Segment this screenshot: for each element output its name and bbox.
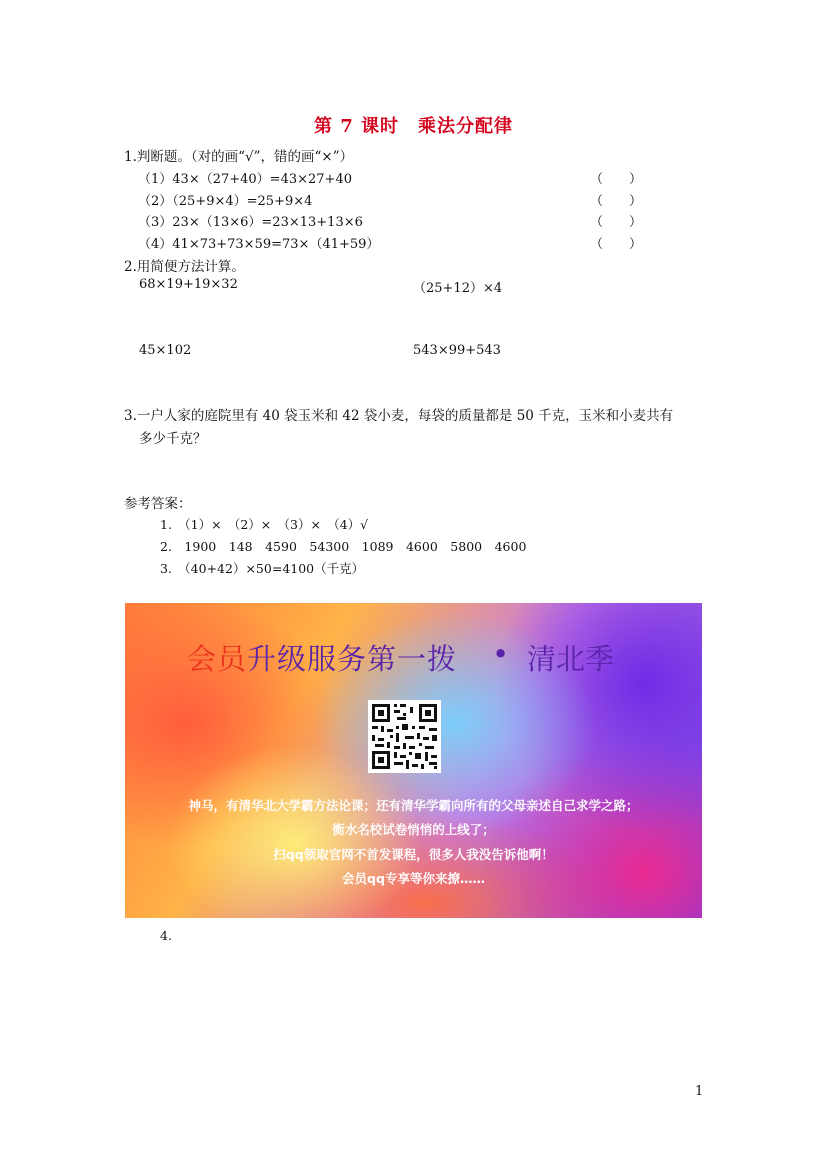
promo-banner[interactable] bbox=[125, 603, 702, 918]
banner-line-4: 会员qq专享等你来撩…… bbox=[342, 871, 485, 886]
q1-item-4: （4）41×73+73×59=73×（41+59） bbox=[138, 237, 380, 252]
answer-line-2: 2. 1900 148 4590 54300 1089 4600 5800 4600 bbox=[160, 539, 527, 554]
q2-item-4: 543×99+543 bbox=[413, 343, 501, 358]
q1-item-2: （2）（25+9×4）=25+9×4 bbox=[138, 194, 313, 209]
answer-blank-4: （ ） bbox=[590, 237, 643, 252]
q1-item-3: （3）23×（13×6）=23×13+13×6 bbox=[138, 215, 363, 230]
answer-blank-3: （ ） bbox=[590, 215, 643, 230]
banner-line-1: 神马，有清华北大学霸方法论课；还有清华学霸向所有的父母亲述自己求学之路； bbox=[188, 798, 639, 813]
answer-item-4: 4. bbox=[160, 928, 172, 943]
banner-line-3: 扫qq领取官网不首发课程，很多人我没告诉他啊！ bbox=[273, 847, 554, 862]
q3-line-2: 多少千克？ bbox=[139, 431, 207, 447]
page-title: 第 7 课时 乘法分配律 bbox=[313, 116, 514, 137]
q2-item-2: （25+12）×4 bbox=[413, 281, 503, 296]
q1-item-1: （1）43×（27+40）=43×27+40 bbox=[138, 172, 352, 187]
answer-line-1: 1. （1）× （2）× （3）× （4）√ bbox=[160, 517, 369, 532]
banner-headline-tail: 清北季 bbox=[527, 642, 615, 676]
q1-heading: 1.判断题。（对的画“√”，错的画“×”） bbox=[124, 149, 354, 165]
answer-blank-2: （ ） bbox=[590, 194, 643, 209]
q2-item-3: 45×102 bbox=[139, 343, 192, 358]
answer-blank-1: （ ） bbox=[590, 172, 643, 187]
q3-line-1: 3.一户人家的庭院里有 40 袋玉米和 42 袋小麦，每袋的质量都是 50 千克，玉米和小麦共有 bbox=[124, 408, 674, 424]
banner-headline-red: 会员 bbox=[187, 642, 248, 676]
banner-line-2: 衡水名校试卷悄悄的上线了； bbox=[332, 822, 495, 837]
qr-code-icon[interactable] bbox=[368, 700, 441, 773]
q2-item-1: 68×19+19×32 bbox=[139, 277, 238, 292]
answer-line-3: 3. （40+42）×50=4100（千克） bbox=[160, 561, 365, 576]
answers-heading: 参考答案： bbox=[124, 496, 192, 512]
banner-headline bbox=[187, 637, 457, 678]
q2-heading: 2.用简便方法计算。 bbox=[124, 259, 245, 275]
banner-headline-purple: 升级服务第一拨 bbox=[247, 642, 458, 676]
banner-dot: • bbox=[492, 637, 510, 671]
page-number: 1 bbox=[695, 1084, 704, 1099]
